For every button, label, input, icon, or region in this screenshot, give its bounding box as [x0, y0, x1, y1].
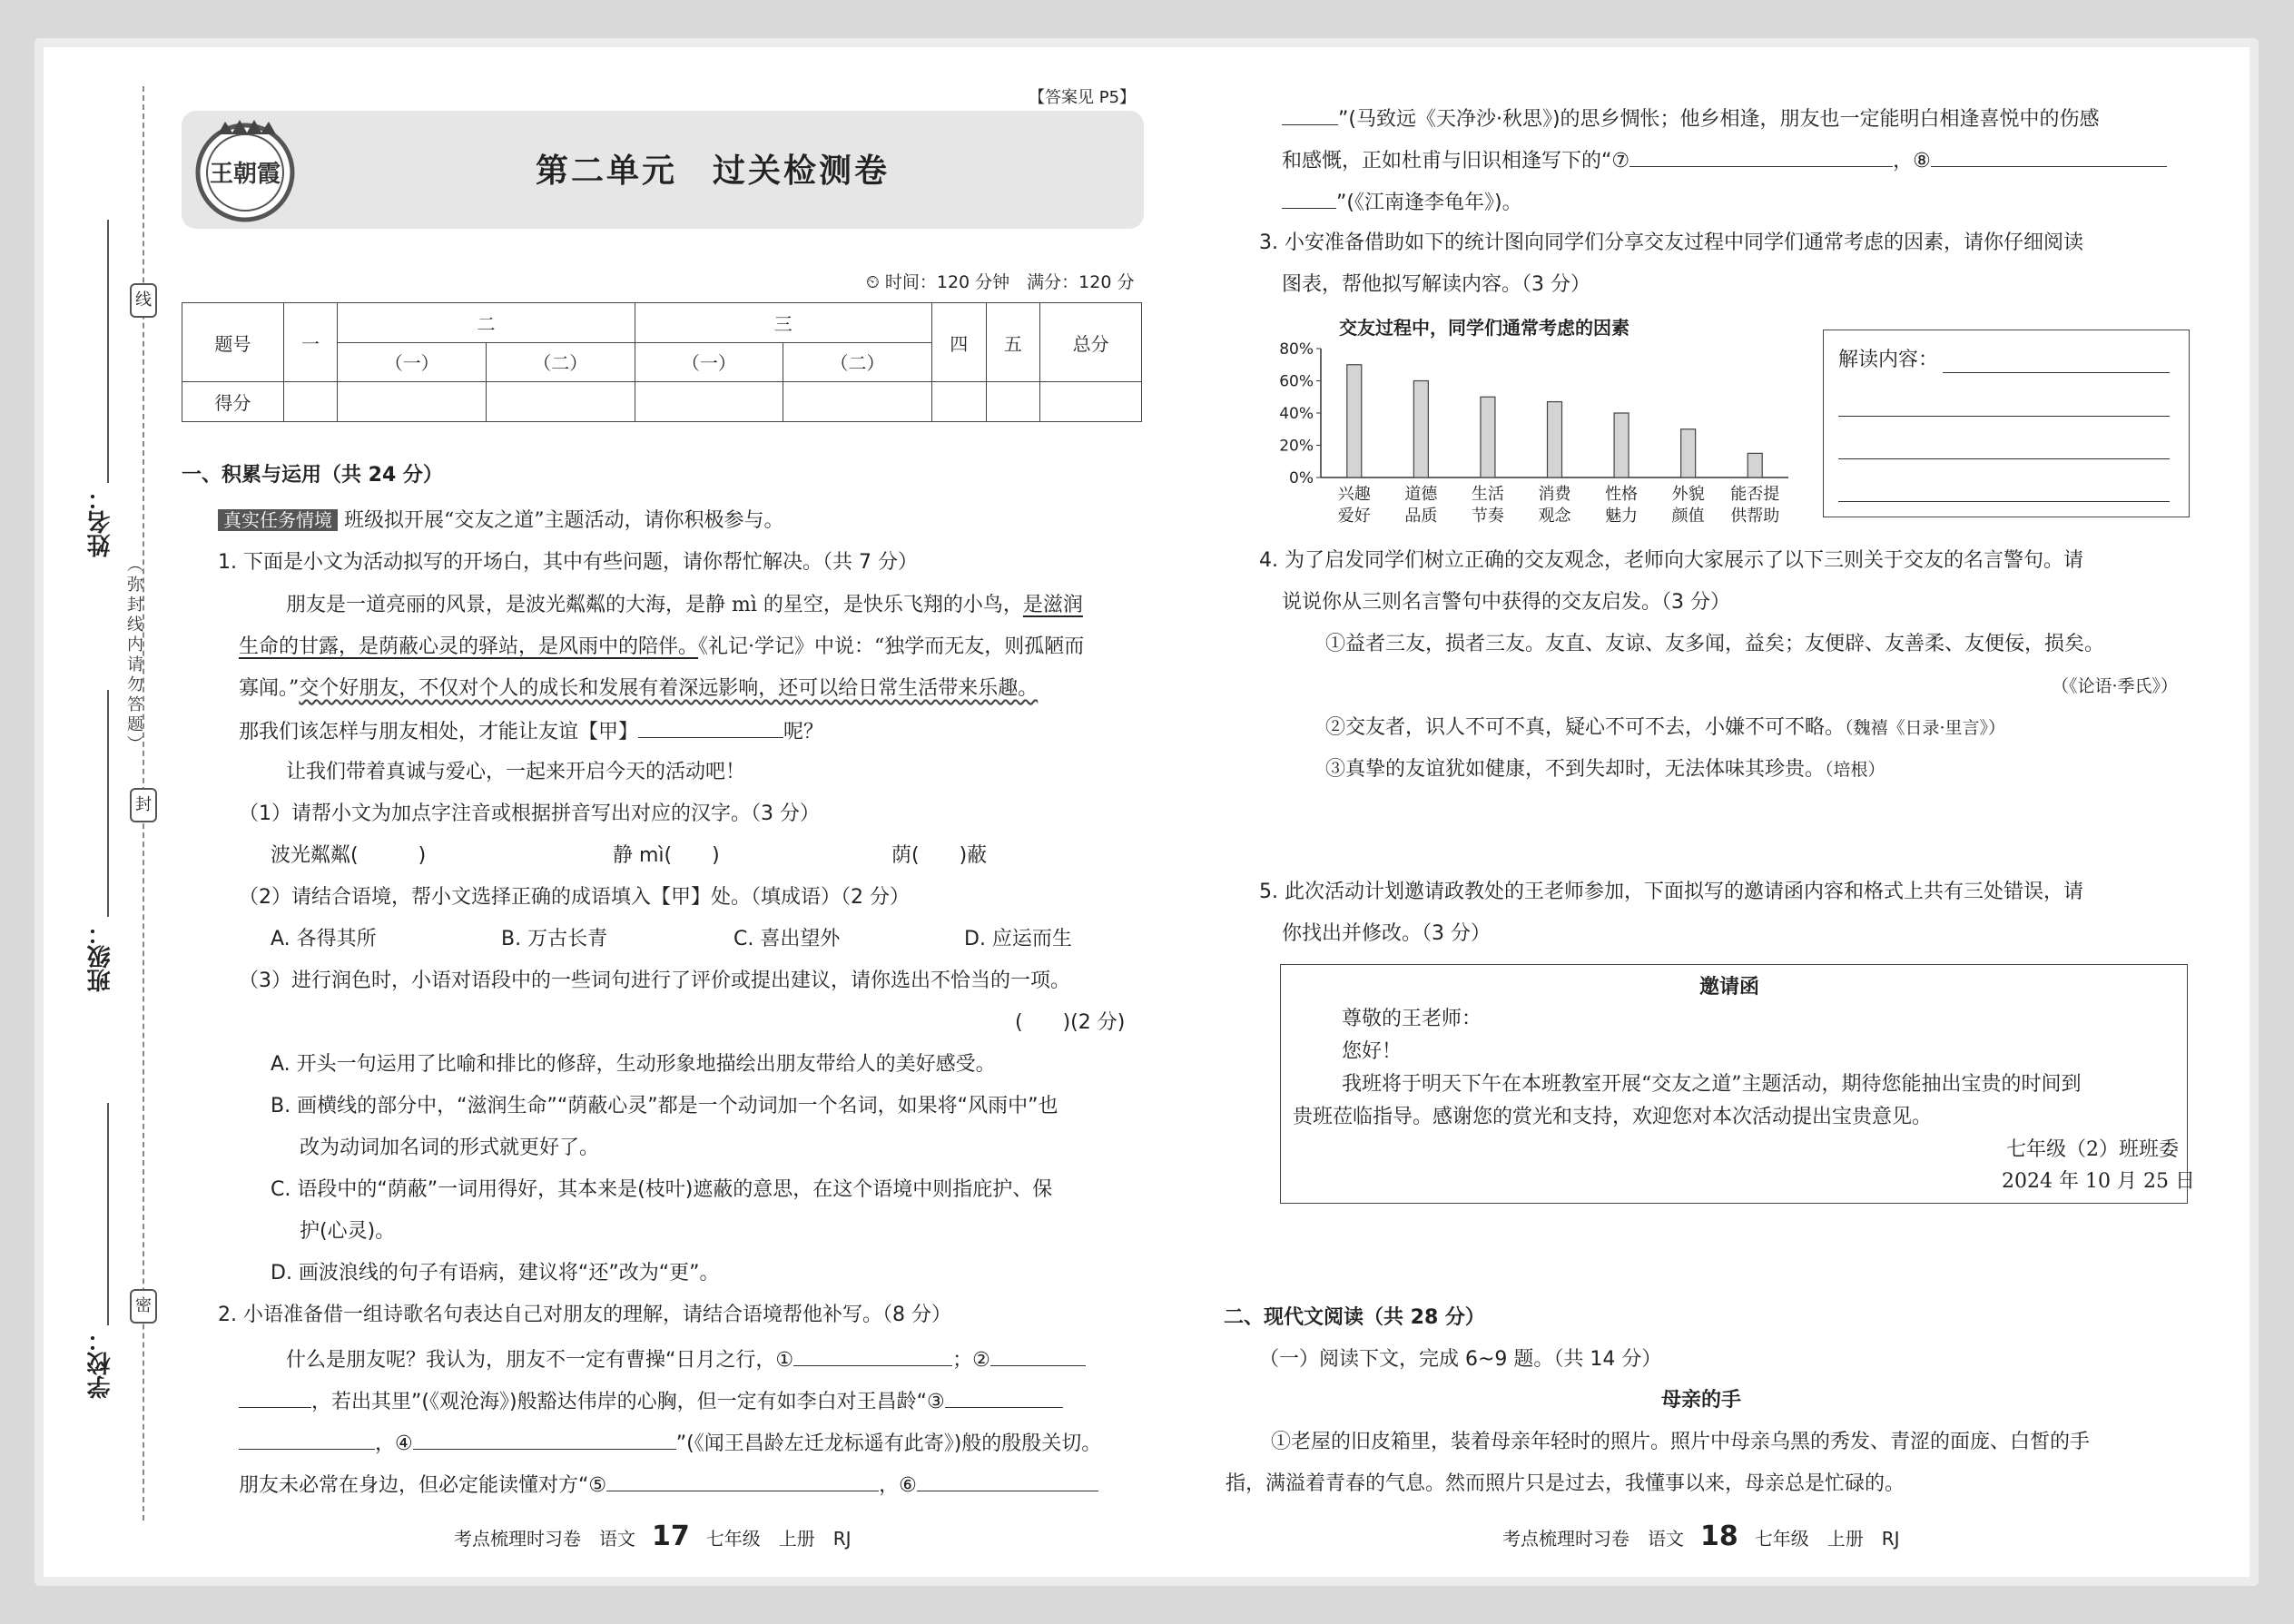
q1-1: （1）请帮小文为加点字注音或根据拼音写出对应的汉字。（3 分）: [239, 802, 820, 825]
task-text: 班级拟开展“交友之道”主题活动，请你积极参与。: [344, 509, 784, 532]
score-cell[interactable]: [931, 382, 986, 422]
q1-3-option-d[interactable]: D. 画波浪线的句子有语病，建议将“还”改为“更”。: [271, 1262, 720, 1284]
blank-jia[interactable]: [638, 717, 783, 738]
essay-title: 母亲的手: [1661, 1389, 1742, 1412]
x-tick-label: 消费: [1538, 485, 1571, 504]
q1-3-option-b[interactable]: B. 画横线的部分中，“滋润生命”“荫蔽心灵”都是一个动词加一个名词，如果将“风雨中”也: [271, 1095, 1058, 1117]
invitation-body-2: 贵班莅临指导。感谢您的赏光和支持，欢迎您对本次活动提出宝贵意见。: [1293, 1106, 1933, 1128]
seal-note: （弥封线内请勿答题）: [124, 556, 143, 755]
blank-2[interactable]: [990, 1345, 1086, 1366]
blank-3[interactable]: [945, 1387, 1063, 1408]
bar-兴趣爱好: [1347, 365, 1362, 477]
cell-sub-2-1: （一）: [338, 342, 487, 382]
task-line: [218, 507, 784, 535]
section-1-heading: 一、积累与运用（共 24 分）: [182, 464, 443, 487]
blank-2-cont[interactable]: [239, 1387, 311, 1408]
q2-cont-line2: 和感慨，正如杜甫与旧识相逢写下的“⑦ ，⑧: [1282, 146, 2167, 175]
interp-line-2[interactable]: [1838, 416, 2170, 417]
q1-1-b[interactable]: 静 mì( ): [613, 844, 720, 867]
q1-3-option-c-cont: 护(心灵)。: [300, 1220, 396, 1243]
cell-h-5: 五: [986, 303, 1040, 382]
page-number-left: 17: [652, 1521, 690, 1552]
q5-stem: 5. 此次活动计划邀请政教处的王老师参加，下面拟写的邀请函内容和格式上共有三处错误，请: [1259, 881, 2083, 903]
score-cell[interactable]: [986, 382, 1040, 422]
score-table: [182, 302, 1142, 422]
name-field[interactable]: [107, 220, 109, 483]
task-tag: 真实任务情境: [218, 509, 338, 531]
blank-8[interactable]: [1931, 146, 2167, 167]
blank-8-cont[interactable]: [1282, 188, 1336, 209]
x-tick-label: 品质: [1404, 507, 1438, 526]
cell-sub-3-2: （二）: [783, 342, 932, 382]
time-info: ⏲ 时间：120 分钟 满分：120 分: [866, 272, 1135, 292]
interp-line-3[interactable]: [1838, 458, 2170, 459]
bar-性格魅力: [1614, 413, 1629, 477]
invitation-date: 2024 年 10 月 25 日: [2002, 1170, 2195, 1193]
q3-stem: 3. 小安准备借助如下的统计图向同学们分享交友过程中同学们通常考虑的因素，请你仔细阅读: [1259, 231, 2083, 254]
bar-生活节奏: [1481, 397, 1495, 477]
cell-score-label: 得分: [182, 382, 284, 422]
footer-right: 考点梳理时习卷 语文 18 七年级 上册 RJ: [1502, 1521, 1900, 1552]
x-tick-label: 供帮助: [1730, 507, 1780, 526]
q1-stem: 1. 下面是小文为活动拟写的开场白，其中有些问题，请你帮忙解决。（共 7 分）: [218, 551, 918, 574]
q1-passage-line5: 让我们带着真诚与爱心，一起来开启今天的活动吧！: [286, 761, 746, 783]
x-tick-label: 魅力: [1605, 507, 1639, 526]
x-tick-label: 节奏: [1471, 507, 1504, 526]
y-tick-label: 0%: [1289, 469, 1314, 487]
score-cell[interactable]: [1040, 382, 1142, 422]
q1-2-option-b[interactable]: B. 万古长青: [501, 928, 608, 950]
invitation-title: 邀请函: [1699, 976, 1760, 999]
q2-line1: 什么是朋友呢？我认为，朋友不一定有曹操“日月之行，① ；②: [286, 1345, 1086, 1374]
logo-text: 王朝霞: [209, 161, 281, 188]
q1-2-option-a[interactable]: A. 各得其所: [271, 928, 377, 950]
cell-h-4: 四: [931, 303, 986, 382]
q1-3-answer[interactable]: ( )(2 分): [1015, 1011, 1126, 1034]
score-cell[interactable]: [487, 382, 635, 422]
q1-1-c[interactable]: 荫( )蔽: [891, 844, 988, 867]
blank-3-cont[interactable]: [239, 1429, 375, 1450]
score-cell[interactable]: [783, 382, 932, 422]
page-number-right: 18: [1700, 1521, 1738, 1552]
q1-3-option-c[interactable]: C. 语段中的“荫蔽”一词用得好，其本来是(枝叶)遮蔽的意思，在这个语境中则指庇护、保: [271, 1178, 1053, 1201]
essay-paragraph-1: ①老屋的旧皮箱里，装着母亲年轻时的照片。照片中母亲乌黑的秀发、青涩的面庞、白皙的手: [1271, 1431, 2091, 1453]
cell-h-1: 一: [283, 303, 338, 382]
cell-sub-2-2: （二）: [487, 342, 635, 382]
x-tick-label: 兴趣: [1337, 485, 1371, 504]
x-tick-label: 观念: [1538, 507, 1571, 526]
q1-passage-line4: 那我们该怎样与朋友相处，才能让友谊【甲】 呢？: [239, 717, 823, 746]
q2-line4: 朋友未必常在身边，但必定能读懂对方“⑤ ，⑥: [239, 1471, 1098, 1500]
q3-stem-cont: 图表，帮他拟写解读内容。（3 分）: [1282, 273, 1590, 296]
publisher-logo: [191, 116, 300, 225]
x-tick-label: 道德: [1404, 485, 1438, 504]
blank-7[interactable]: [1629, 146, 1893, 167]
y-tick-label: 40%: [1279, 405, 1314, 423]
cell-h-num: 题号: [182, 303, 284, 382]
q5-stem-cont: 你找出并修改。（3 分）: [1282, 922, 1491, 945]
page-title: 第二单元 过关检测卷: [536, 153, 891, 190]
q2-cont-line3: ”(《江南逢李龟年》)。: [1282, 188, 1522, 217]
q2-line2: ，若出其里”(《观沧海》)般豁达伟岸的心胸，但一定有如李白对王昌龄“③: [239, 1387, 1063, 1416]
section-2-heading: 二、现代文阅读（共 28 分）: [1224, 1306, 1485, 1329]
score-cell[interactable]: [635, 382, 783, 422]
x-tick-label: 颜值: [1671, 507, 1705, 526]
bar-消费观念: [1548, 402, 1562, 477]
name-label: 姓名：: [87, 487, 114, 557]
invitation-signature: 七年级（2）班班委: [2006, 1138, 2179, 1161]
q1-passage-line3: 寡闻。”交个好朋友，不仅对个人的成长和发展有着深远影响，还可以给日常生活带来乐趣。: [239, 677, 1039, 700]
footer-left: 考点梳理时习卷 语文 17 七年级 上册 RJ: [454, 1521, 852, 1552]
y-tick-label: 60%: [1279, 372, 1314, 391]
seal-mark-top: 线: [130, 283, 157, 318]
answer-reference: 【答案见 P5】: [1029, 88, 1137, 107]
cell-h-total: 总分: [1040, 303, 1142, 382]
x-tick-label: 性格: [1605, 485, 1639, 504]
quote-1-source: （《论语·季氏》）: [2052, 676, 2179, 696]
q4-stem-cont: 说说你从三则名言警句中获得的交友启发。（3 分）: [1282, 591, 1730, 614]
class-label: 班级：: [87, 921, 114, 992]
invitation-body-1: 我班将于明天下午在本班教室开展“交友之道”主题活动，期待您能抽出宝贵的时间到: [1342, 1073, 2082, 1096]
bar-外貌颜值: [1681, 429, 1696, 477]
q1-2-option-d[interactable]: D. 应运而生: [964, 928, 1072, 950]
bar-能否提供帮助: [1748, 453, 1762, 477]
blank-6-cont[interactable]: [1282, 104, 1338, 125]
chart-title: 交友过程中，同学们通常考虑的因素: [1339, 317, 1629, 339]
interpretation-label: 解读内容：: [1838, 349, 1939, 371]
score-cell[interactable]: [338, 382, 487, 422]
x-tick-label: 爱好: [1337, 507, 1371, 526]
q1-2: （2）请结合语境，帮小文选择正确的成语填入【甲】处。（填成语）（2 分）: [239, 886, 910, 909]
blank-5[interactable]: [606, 1471, 879, 1491]
q2-cont-line1: ”(马致远《天净沙·秋思》)的思乡惆怅；他乡相逢，朋友也一定能明白相逢喜悦中的伤感: [1282, 104, 2100, 133]
quote-1: ①益者三友，损者三友。友直、友谅、友多闻，益矣；友便辟、友善柔、友便佞，损矣。: [1325, 633, 2105, 655]
x-tick-label: 生活: [1471, 485, 1504, 504]
q2-stem: 2. 小语准备借一组诗歌名句表达自己对朋友的理解，请结合语境帮他补写。（8 分）: [218, 1304, 951, 1326]
blank-4[interactable]: [413, 1429, 676, 1450]
cell-h-3: 三: [635, 303, 931, 343]
q1-3-option-b-cont: 改为动词加名词的形式就更好了。: [300, 1137, 600, 1159]
y-tick-label: 20%: [1279, 437, 1314, 456]
quote-2-source: （魏禧《日录·里言》）: [1845, 718, 2006, 738]
school-label: 学校：: [87, 1328, 114, 1399]
bar-chart: [1275, 309, 1793, 536]
x-tick-label: 能否提: [1730, 485, 1780, 504]
q1-3: （3）进行润色时，小语对语段中的一些词句进行了评价或提出建议，请你选出不恰当的一项。: [239, 969, 1071, 992]
invitation-greeting: 尊敬的王老师：: [1342, 1008, 1482, 1030]
y-tick-label: 80%: [1279, 340, 1314, 359]
score-cell[interactable]: [283, 382, 338, 422]
seal-mark-mid: 封: [130, 788, 157, 822]
q1-3-option-a[interactable]: A. 开头一句运用了比喻和排比的修辞，生动形象地描绘出朋友带给人的美好感受。: [271, 1053, 996, 1076]
q1-1-a[interactable]: 波光粼粼( ): [271, 844, 427, 867]
quote-3: ③真挚的友谊犹如健康，不到失却时，无法体味其珍贵。（培根）: [1325, 758, 1885, 781]
essay-paragraph-1-cont: 指，满溢着青春的气息。然而照片只是过去，我懂事以来，母亲总是忙碌的。: [1226, 1472, 1905, 1495]
q1-passage-line2: 生命的甘露，是荫蔽心灵的驿站，是风雨中的陪伴。《礼记·学记》中说：“独学而无友，则孤陋而: [239, 635, 1085, 658]
section-2-sub: （一）阅读下文，完成 6~9 题。（共 14 分）: [1259, 1348, 1662, 1371]
class-field[interactable]: [107, 690, 109, 917]
q2-line3: ，④ ”(《闻王昌龄左迁龙标遥有此寄》)般的殷殷关切。: [239, 1429, 1101, 1458]
q1-2-option-c[interactable]: C. 喜出望外: [733, 928, 841, 950]
cell-sub-3-1: （一）: [635, 342, 783, 382]
bar-道德品质: [1413, 381, 1428, 478]
cell-h-2: 二: [338, 303, 635, 343]
q1-passage-line1: 朋友是一道亮丽的风景，是波光粼粼的大海，是静 mì 的星空，是快乐飞翔的小鸟，是滋润: [286, 594, 1083, 616]
blank-6[interactable]: [917, 1471, 1098, 1491]
x-tick-label: 外貌: [1671, 485, 1705, 504]
quote-2: ②交友者，识人不可不真，疑心不可不去，小嫌不可不略。（魏禧《日录·里言》）: [1325, 716, 2006, 739]
quote-3-source: （培根）: [1825, 760, 1885, 780]
invitation-hello: 您好！: [1342, 1040, 1403, 1063]
seal-mark-bottom: 密: [130, 1289, 157, 1324]
q4-stem: 4. 为了启发同学们树立正确的交友观念，老师向大家展示了以下三则关于交友的名言警句。请: [1259, 549, 2083, 572]
blank-1[interactable]: [793, 1345, 952, 1366]
interp-line-1[interactable]: [1943, 372, 2170, 373]
school-field[interactable]: [107, 1103, 109, 1325]
interp-line-4[interactable]: [1838, 501, 2170, 502]
